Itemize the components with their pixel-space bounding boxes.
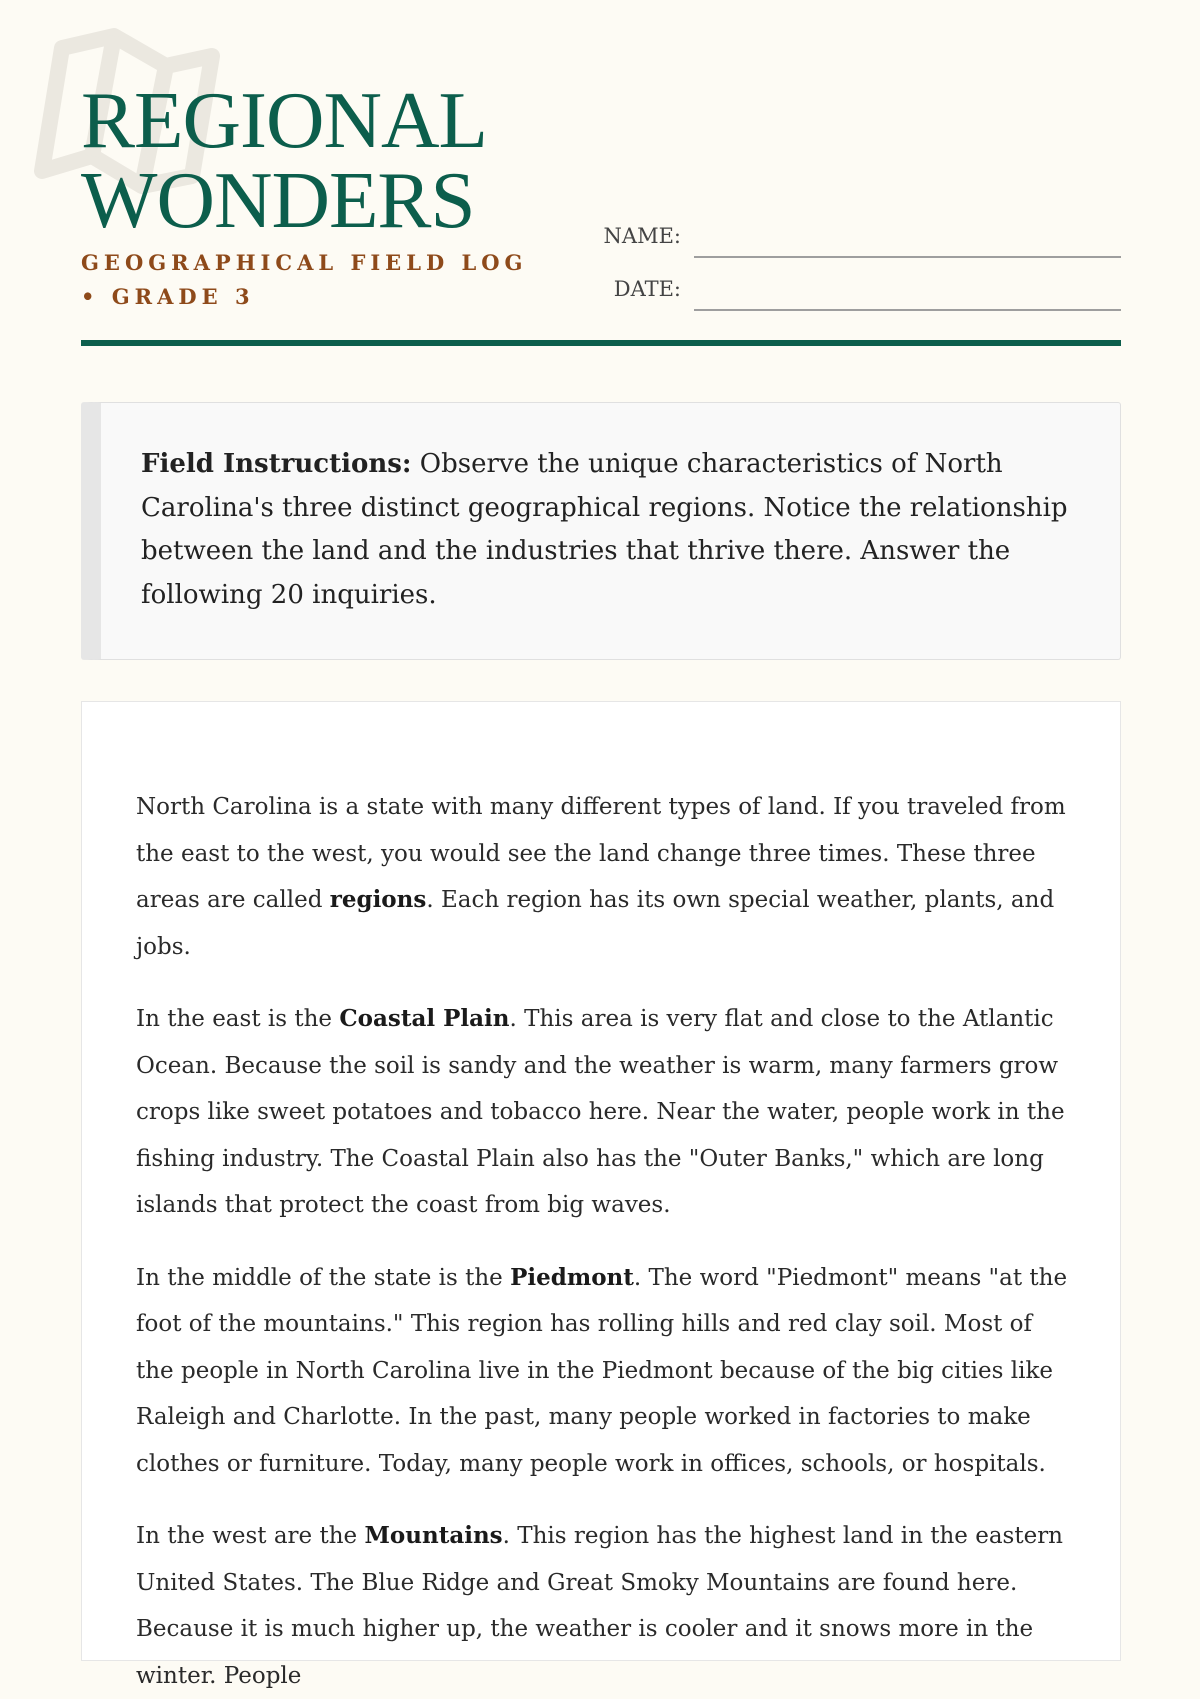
paragraph-text: . Each region has its own special weather, plants, and jobs.: [136, 887, 1055, 960]
name-row: [581, 220, 1121, 273]
name-field[interactable]: [694, 222, 1121, 258]
paragraph-text: . The word "Piedmont" means "at the foot of the mountains." This region has rolling hills and red clay soil. Most of the people in North Carolina live in the Piedmont because of the big cities like Raleigh and Charlotte. In the past, many people worked in factories to make clothes or furniture. Today, many people work in offices, schools, or hospitals.: [136, 1264, 1068, 1477]
name-label: NAME:: [603, 224, 681, 248]
paragraph-text: North Carolina is a state with many different types of land. If you traveled from the east to the west, you would see the land change three times. These three areas are called: [136, 794, 1066, 913]
instructions-text: Observe the unique characteristics of North Carolina's three distinct geographical regions. Notice the relationship between the land and the industries that thrive there. Answer the following 20 inquiries.: [141, 449, 1068, 610]
student-fields: [581, 220, 1121, 326]
worksheet-header: [81, 75, 1121, 350]
header-divider: [81, 340, 1121, 346]
title-line-2: WONDERS: [81, 155, 475, 245]
paragraph-text: . This area is very flat and close to the Atlantic Ocean. Because the soil is sandy and the weather is warm, many farmers grow crops like sweet potatoes and tobacco here. Near the water, people work in the fishing industry. The Coastal Plain also has the "Outer Banks," which are long islands that protect the coast from big waves.: [136, 1006, 1065, 1218]
subtitle: GEOGRAPHICAL FIELD LOG • GRADE 3: [81, 250, 528, 309]
key-term-piedmont: Piedmont: [510, 1263, 634, 1291]
date-row: [581, 273, 1121, 326]
paragraph-text: In the west are the: [136, 1523, 365, 1549]
paragraph-text: In the middle of the state is the: [136, 1264, 511, 1291]
key-term-coastal-plain: Coastal Plain: [339, 1005, 510, 1032]
instructions-box: [81, 402, 1121, 660]
date-label: DATE:: [613, 277, 681, 301]
key-term-mountains: Mountains: [364, 1522, 503, 1549]
page-title: [81, 75, 601, 245]
reading-passage: [81, 701, 1121, 1689]
date-field[interactable]: [694, 275, 1121, 311]
key-term-regions: regions: [329, 886, 427, 913]
paragraph-text: In the east is the: [136, 1006, 340, 1032]
paragraph-text: . This region has the highest land in the eastern United States. The Blue Ridge and Great Smoky Mountains are found here. Because it is much higher up, the weather is cooler and it snows more in the winter. People: [136, 1523, 1063, 1689]
paragraph-coastal-plain: [136, 996, 1070, 1229]
title-line-1: REGIONAL: [81, 75, 487, 165]
paragraph-piedmont: [136, 1255, 1070, 1488]
instructions-heading: Field Instructions:: [141, 449, 412, 479]
paragraph-mountains: [136, 1513, 1070, 1699]
paragraph-intro: [136, 784, 1070, 970]
